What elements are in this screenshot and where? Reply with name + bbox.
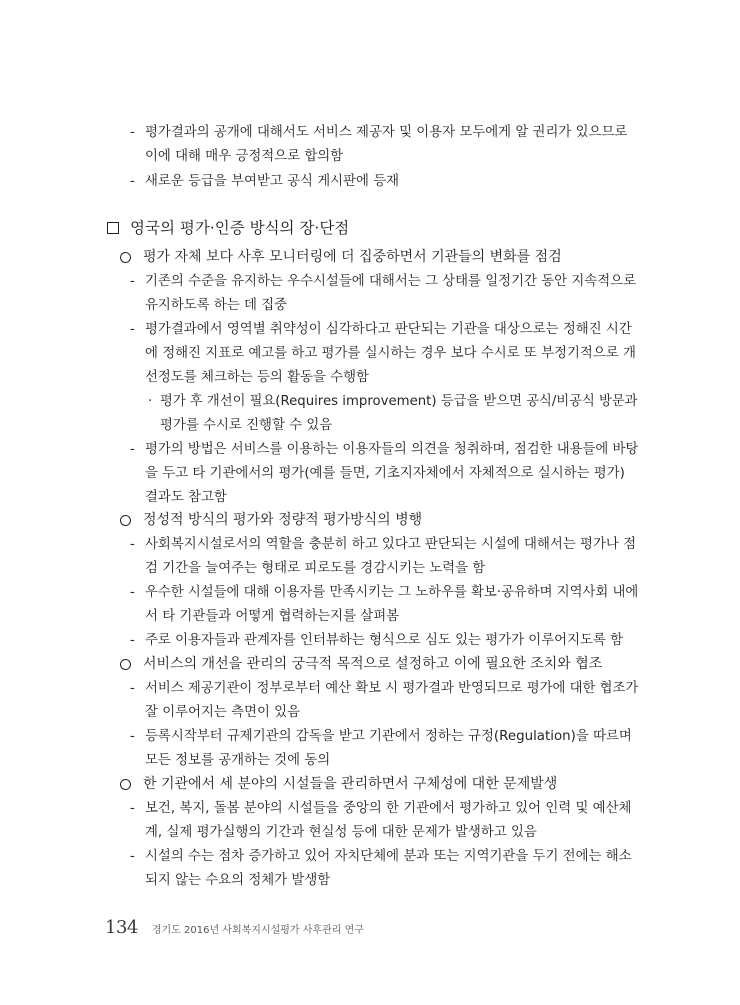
list-item-line: 평가 후 개선이 필요(Requires improvement) 등급을 받으면 공식/비공식 방문과: [160, 394, 638, 409]
dash-marker: -: [130, 537, 135, 552]
dash-marker: -: [130, 633, 135, 648]
list-item-line: 유지하도록 하는 데 집중: [145, 298, 288, 313]
dash-marker: -: [130, 274, 135, 289]
list-item-line: 에 정해진 지표로 예고를 하고 평가를 실시하는 경우 보다 수시로 또 부정기적으로 개: [145, 346, 636, 361]
page-number: 134: [105, 917, 138, 938]
list-item-line: 우수한 시설들에 대해 이용자를 만족시키는 그 노하우를 확보·공유하며 지역사회 내에: [145, 585, 639, 600]
dot-marker: ·: [148, 394, 153, 409]
circle-bullet-icon: [120, 252, 131, 263]
list-item-line: 되지 않는 수요의 정체가 발생함: [145, 873, 331, 888]
running-title: 경기도 2016년 사회복지시설평가 사후관리 연구: [151, 925, 364, 936]
point-heading: [0, 245, 740, 269]
list-item-line: 새로운 등급을 부여받고 공식 게시판에 등재: [145, 174, 400, 189]
list-item-line: 서 타 기관들과 어떻게 협력하는지를 살펴봄: [145, 609, 400, 624]
list-item-line: 사회복지시설로서의 역할을 충분히 하고 있다고 판단되는 시설에 대해서는 평가나 점: [145, 537, 637, 552]
dash-marker: -: [130, 849, 135, 864]
dash-marker: -: [130, 442, 135, 457]
list-item-line: 선정도를 체크하는 등의 활동을 수행함: [145, 370, 369, 385]
list-item-line: 보건, 복지, 돌봄 분야의 시설들을 중앙의 한 기관에서 평가하고 있어 인력 및 예산체: [145, 801, 632, 816]
section-title: 영국의 평가·인증 방식의 장·단점: [130, 219, 350, 237]
list-item: [130, 121, 135, 145]
point-heading: [0, 508, 740, 532]
list-item-line: 서비스 제공기관이 정부로부터 예산 확보 시 평가결과 반영되므로 평가에 대한 협조가: [145, 681, 639, 696]
point-heading: [0, 772, 740, 796]
section-heading: [0, 216, 740, 240]
dash-marker: -: [130, 174, 135, 189]
page-footer: [105, 917, 364, 943]
dash-marker: -: [130, 729, 135, 744]
list-item-line: 기존의 수준을 유지하는 우수시설들에 대해서는 그 상태를 일정기간 동안 지속적으로: [145, 274, 637, 289]
dash-marker: -: [130, 322, 135, 337]
list-item-line: 등록시작부터 규제기관의 감독을 받고 기관에서 정하는 규정(Regulation)을 따르며: [145, 729, 632, 744]
circle-bullet-icon: [120, 659, 131, 670]
dash-marker: -: [130, 681, 135, 696]
list-item-line: 검 기간을 늘여주는 형태로 피로도를 경감시키는 노력을 함: [145, 561, 486, 576]
dash-marker: -: [130, 125, 135, 140]
point-heading: [0, 652, 740, 676]
point-text: 한 기관에서 세 분야의 시설들을 관리하면서 구체성에 대한 문제발생: [143, 776, 558, 792]
point-text: 서비스의 개선을 관리의 궁극적 목적으로 설정하고 이에 필요한 조치와 협조: [143, 656, 603, 672]
list-item-line: 계, 실제 평가실행의 기간과 현실성 등에 대한 문제가 발생하고 있음: [145, 825, 537, 840]
list-item-line: 을 두고 타 기관에서의 평가(예를 들면, 기초지자체에서 자체적으로 실시하는 평가): [145, 466, 625, 481]
square-bullet-icon: [107, 222, 119, 234]
list-item-line: 주로 이용자들과 관계자를 인터뷰하는 형식으로 심도 있는 평가가 이루어지도록 함: [145, 633, 624, 648]
dash-marker: -: [130, 801, 135, 816]
list-item-line: 잘 이루어지는 측면이 있음: [145, 705, 301, 720]
list-item-line: 평가결과에서 영역별 취약성이 심각하다고 판단되는 기관을 대상으로는 정해진 시간: [145, 322, 632, 337]
list-item-line: 이에 대해 매우 긍정적으로 합의함: [145, 149, 344, 164]
list-item-line: 모든 정보를 공개하는 것에 동의: [145, 753, 331, 768]
dash-marker: -: [130, 585, 135, 600]
point-text: 평가 자체 보다 사후 모니터링에 더 집중하면서 기관들의 변화를 점검: [143, 249, 562, 265]
list-item-line: 평가를 수시로 진행할 수 있음: [160, 418, 333, 433]
list-item-line: 결과도 참고함: [145, 490, 227, 505]
list-item-line: 평가결과의 공개에 대해서도 서비스 제공자 및 이용자 모두에게 알 권리가 있으므로: [145, 125, 628, 140]
list-item-line: 시설의 수는 점차 증가하고 있어 자치단체에 분과 또는 지역기관을 두기 전에는 해소: [145, 849, 632, 864]
point-text: 정성적 방식의 평가와 정량적 평가방식의 병행: [143, 512, 423, 528]
list-item-line: 평가의 방법은 서비스를 이용하는 이용자들의 의견을 청취하며, 점검한 내용들에 바탕: [145, 442, 639, 457]
circle-bullet-icon: [120, 779, 131, 790]
circle-bullet-icon: [120, 515, 131, 526]
